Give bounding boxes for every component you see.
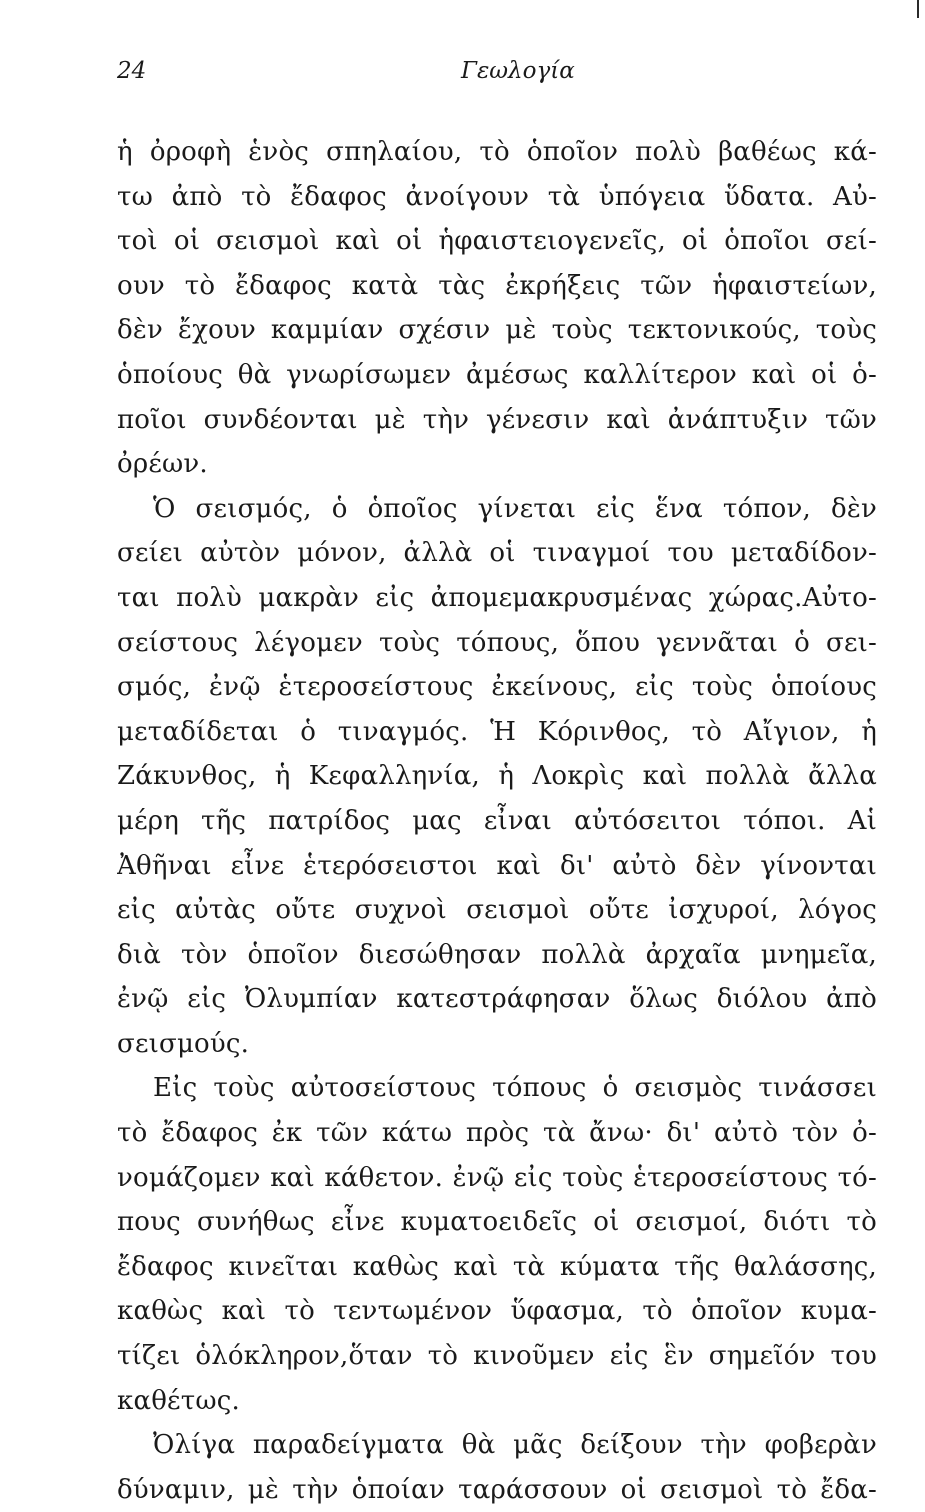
text-line: Ἀθῆναι εἶνε ἑτερόσειστοι καὶ δι' αὐτὸ δὲν γίνονται (117, 850, 877, 881)
text-line: ποῖοι συνδέονται μὲ τὴν γένεσιν καὶ ἀνάπτυξιν τῶν (117, 404, 877, 435)
text-line: Ζάκυνθος, ἡ Κεφαλληνία, ἡ Λοκρὶς καὶ πολλὰ ἄλλα (117, 761, 877, 792)
text-line: μέρη τῆς πατρίδος μας εἶναι αὐτόσειτοι τόποι. Αἱ (117, 805, 877, 836)
text-line: διὰ τὸν ὁποῖον διεσώθησαν πολλὰ ἀρχαῖα μνημεῖα, (117, 939, 877, 970)
page-edge-mark (917, 0, 919, 18)
text-line: καθέτως. (117, 1385, 240, 1416)
text-line: δὲν ἔχουν καμμίαν σχέσιν μὲ τοὺς τεκτονικούς, τοὺς (117, 315, 877, 346)
text-line: σεισμούς. (117, 1028, 250, 1059)
text-line: ουν τὸ ἔδαφος κατὰ τὰς ἐκρήξεις τῶν ἡφαιστείων, (117, 270, 877, 301)
text-line: μεταδίδεται ὁ τιναγμός. Ἡ Κόρινθος, τὸ Αἴγιον, ἡ (117, 716, 877, 747)
body-text (117, 130, 877, 1512)
running-head (117, 58, 877, 92)
text-line: ἡ ὀροφὴ ἑνὸς σπηλαίου, τὸ ὁποῖον πολὺ βαθέως κά- (117, 137, 877, 167)
text-line: νομάζομεν καὶ κάθετον. ἐνῷ εἰς τοὺς ἑτεροσείστους τό- (117, 1162, 877, 1193)
text-line: ἔδαφος κινεῖται καθὼς καὶ τὰ κύματα τῆς θαλάσσης, (117, 1251, 877, 1282)
text-line: πους συνήθως εἶνε κυματοειδεῖς οἱ σεισμοί, διότι τὸ (117, 1207, 877, 1238)
text-line: σείστους λέγομεν τοὺς τόπους, ὅπου γεννᾶται ὁ σει- (117, 627, 877, 658)
text-line: ὁποίους θὰ γνωρίσωμεν ἀμέσως καλλίτερον καὶ οἱ ὁ- (117, 359, 877, 390)
text-line: τίζει ὁλόκληρον,ὅταν τὸ κινοῦμεν εἰς ἓν σημεῖόν του (117, 1341, 877, 1372)
text-line: ἐνῷ εἰς Ὀλυμπίαν κατεστράφησαν ὅλως διόλου ἀπὸ (117, 984, 877, 1015)
text-line: Ὁ σεισμός, ὁ ὁποῖος γίνεται εἰς ἕνα τόπον, δὲν (153, 493, 877, 524)
text-line: τω ἀπὸ τὸ ἔδαφος ἀνοίγουν τὰ ὑπόγεια ὕδατα. Αὐ- (117, 181, 877, 212)
text-line: δύναμιν, μὲ τὴν ὁποίαν ταράσσουν οἱ σεισμοὶ τὸ ἔδα- (117, 1474, 877, 1505)
text-line: Εἰς τοὺς αὐτοσείστους τόπους ὁ σεισμὸς τινάσσει (153, 1073, 877, 1104)
text-line: Ὀλίγα παραδείγματα θὰ μᾶς δείξουν τὴν φοβερὰν (153, 1430, 877, 1461)
text-line: τὸ ἔδαφος ἐκ τῶν κάτω πρὸς τὰ ἄνω· δι' αὐτὸ τὸν ὀ- (117, 1118, 877, 1149)
text-line: καθὼς καὶ τὸ τεντωμένον ὕφασμα, τὸ ὁποῖον κυμα- (117, 1296, 877, 1327)
text-line: τοὶ οἱ σεισμοὶ καὶ οἱ ἡφαιστειογενεῖς, οἱ ὁποῖοι σεί- (117, 226, 877, 257)
page-number: 24 (117, 58, 147, 84)
text-line: σμός, ἐνῷ ἑτεροσείστους ἐκείνους, εἰς τοὺς ὁποίους (117, 672, 877, 703)
text-line: σείει αὐτὸν μόνον, ἀλλὰ οἱ τιναγμοί του μεταδίδον- (117, 538, 877, 569)
running-title: Γεωλογία (461, 58, 575, 84)
text-line: εἰς αὐτὰς οὔτε συχνοὶ σεισμοὶ οὔτε ἰσχυροί, λόγος (117, 895, 877, 926)
text-line: ται πολὺ μακρὰν εἰς ἀπομεμακρυσμένας χώρας.Αὐτο- (117, 582, 877, 613)
text-line: ὀρέων. (117, 449, 208, 480)
